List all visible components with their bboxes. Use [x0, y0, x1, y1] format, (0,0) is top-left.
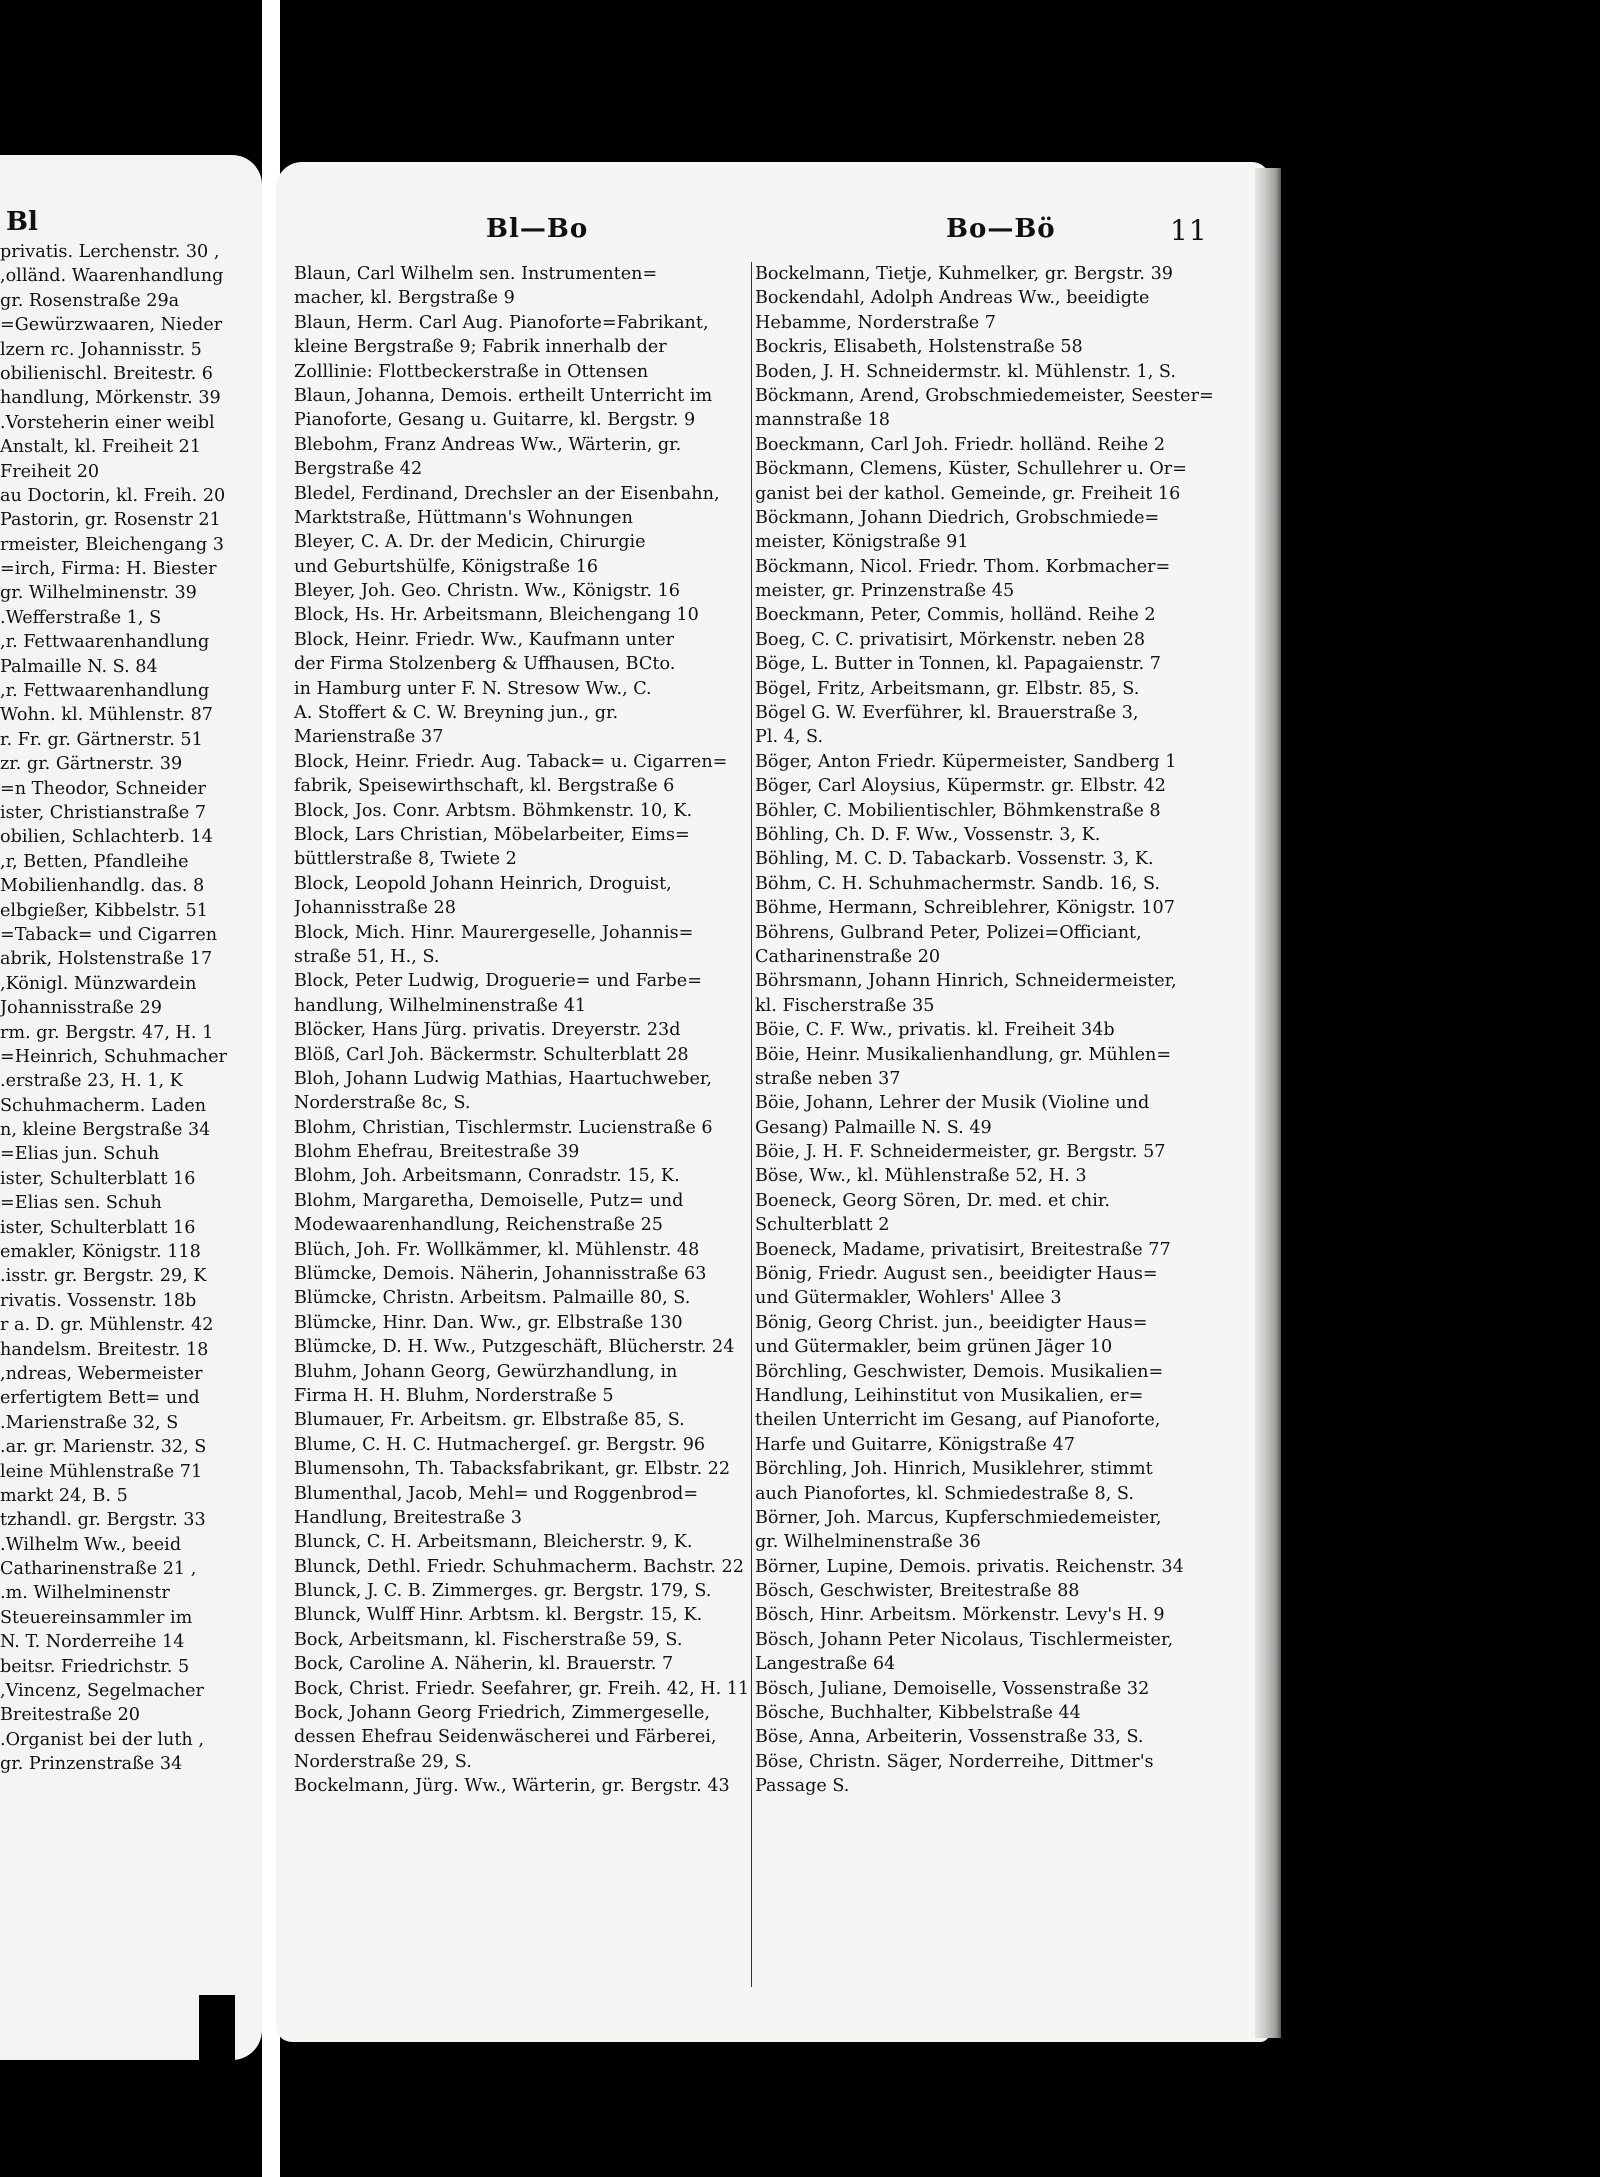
left-entry-line: isstr. gr. Bergstr. 29, K.: [0, 1266, 207, 1287]
left-entry-line: irch, Firma: H. Biester=: [0, 559, 217, 580]
left-entry-line: Schuhmacherm. Laden: [0, 1095, 207, 1116]
directory-entry-line: Block, Jos. Conr. Arbtsm. Böhmkenstr. 10, K.: [294, 800, 693, 821]
left-entry-line: Palmaille N. S. 84: [0, 656, 158, 677]
directory-entry-line: Bloh, Johann Ludwig Mathias, Haartuchweber,: [294, 1068, 712, 1089]
left-entry-line: beitsr. Friedrichstr. 5: [0, 1656, 190, 1677]
directory-column-1: [294, 262, 802, 1799]
left-entry-line: Vincenz, Segelmacher,: [0, 1681, 204, 1702]
directory-entry-line: der Firma Stolzenberg & Uffhausen, BCto.: [294, 654, 676, 675]
directory-entry-line: Böhling, Ch. D. F. Ww., Vossenstr. 3, K.: [755, 824, 1101, 845]
column-divider: [751, 262, 752, 1987]
directory-entry-line: Bock, Arbeitsmann, kl. Fischerstraße 59, S.: [294, 1629, 683, 1650]
directory-entry-line: gr. Wilhelminenstraße 36: [755, 1532, 981, 1553]
directory-entry-line: Bösch, Johann Peter Nicolaus, Tischlermeister,: [755, 1629, 1174, 1650]
left-entry-line: leine Mühlenstraße 71: [0, 1461, 203, 1482]
directory-entry-line: Böse, Ww., kl. Mühlenstraße 52, H. 3: [755, 1166, 1087, 1187]
directory-entry-line: Böhrens, Gulbrand Peter, Polizei=Officiant,: [755, 922, 1142, 943]
left-entry-line: tzhandl. gr. Bergstr. 33: [0, 1510, 206, 1531]
directory-entry-line: Schulterblatt 2: [755, 1215, 890, 1236]
directory-entry-line: Norderstraße 8c, S.: [294, 1093, 471, 1114]
left-entry-line: ar. gr. Marienstr. 32, S.: [0, 1437, 207, 1458]
left-entry-line: handelsm. Breitestr. 18: [0, 1339, 209, 1360]
left-entry-line: Marienstraße 32, S.: [0, 1412, 179, 1433]
directory-entry-line: straße neben 37: [755, 1068, 901, 1089]
directory-entry-line: Bock, Johann Georg Friedrich, Zimmergeselle,: [294, 1703, 711, 1724]
directory-entry-line: Marienstraße 37: [294, 727, 444, 748]
directory-entry-line: meister, gr. Prinzenstraße 45: [755, 581, 1015, 602]
directory-entry-line: Bögel, Fritz, Arbeitsmann, gr. Elbstr. 85, S.: [755, 678, 1140, 699]
directory-entry-line: Böhling, M. C. D. Tabackarb. Vossenstr. 3, K.: [755, 849, 1154, 870]
directory-entry-line: Modewaarenhandlung, Reichenstraße 25: [294, 1215, 663, 1236]
left-entry-line: obilienischl. Breitestr. 6: [0, 363, 213, 384]
left-entry-line: r. Fettwaarenhandlung,: [0, 681, 210, 702]
directory-entry-line: und Gütermakler, beim grünen Jäger 10: [755, 1337, 1113, 1358]
directory-entry-line: Boeneck, Madame, privatisirt, Breitestraße 77: [755, 1239, 1171, 1260]
directory-entry-line: Handlung, Leihinstitut von Musikalien, er=: [755, 1385, 1144, 1406]
page-edge: [1255, 168, 1281, 2038]
left-entry-line: Mobilienhandlg. das. 8: [0, 876, 205, 897]
left-entry-line: Königl. Münzwardein,: [0, 973, 197, 994]
right-page: [276, 162, 1270, 2042]
left-entry-line: , Organist bei der luth.: [0, 1729, 204, 1750]
directory-entry-line: kleine Bergstraße 9; Fabrik innerhalb der: [294, 337, 667, 358]
directory-entry-line: Blüch, Joh. Fr. Wollkämmer, kl. Mühlenstr. 48: [294, 1239, 700, 1260]
directory-entry-line: Blümcke, Hinr. Dan. Ww., gr. Elbstraße 130: [294, 1312, 683, 1333]
directory-entry-line: Böckmann, Clemens, Küster, Schullehrer u. Or=: [755, 459, 1187, 480]
left-entry-line: Elias sen. Schuh=: [0, 1193, 162, 1214]
directory-entry-line: Bleyer, Joh. Geo. Christn. Ww., Königstr. 16: [294, 581, 680, 602]
directory-entry-line: Boden, J. H. Schneidermstr. kl. Mühlenstr. 1, S.: [755, 361, 1176, 382]
page-header: [276, 214, 1270, 254]
left-entry-line: N. T. Norderreihe 14: [0, 1632, 185, 1653]
directory-entry-line: Blümcke, D. H. Ww., Putzgeschäft, Blücherstr. 24: [294, 1337, 735, 1358]
left-page-header: Bl: [6, 210, 38, 237]
directory-entry-line: Böie, J. H. F. Schneidermeister, gr. Bergstr. 57: [755, 1142, 1166, 1163]
directory-entry-line: Blaun, Carl Wilhelm sen. Instrumenten=: [294, 264, 658, 284]
directory-entry-line: fabrik, Speisewirthschaft, kl. Bergstraße 6: [294, 776, 675, 797]
directory-entry-line: Bockris, Elisabeth, Holstenstraße 58: [755, 337, 1083, 358]
directory-entry-line: Passage S.: [755, 1776, 850, 1797]
left-page-lines: [0, 240, 258, 1777]
directory-entry-line: Bönig, Friedr. August sen., beeidigter Haus=: [755, 1264, 1158, 1285]
directory-entry-line: Blebohm, Franz Andreas Ww., Wärterin, gr.: [294, 434, 682, 455]
directory-entry-line: mannstraße 18: [755, 410, 890, 431]
directory-entry-line: Blumenthal, Jacob, Mehl= und Roggenbrod=: [294, 1483, 699, 1504]
left-entry-line: r. Fr. gr. Gärtnerstr. 51: [0, 729, 203, 750]
directory-entry-line: Block, Leopold Johann Heinrich, Droguist,: [294, 873, 672, 894]
directory-entry-line: kl. Fischerstraße 35: [755, 995, 935, 1016]
left-entry-line: gr. Prinzenstraße 34: [0, 1754, 183, 1775]
left-entry-line: , Catharinenstraße 21: [0, 1559, 197, 1580]
left-entry-line: elbgießer, Kibbelstr. 51: [0, 900, 208, 921]
directory-entry-line: Böckmann, Nicol. Friedr. Thom. Korbmacher=: [755, 556, 1171, 577]
left-entry-line: rm. gr. Bergstr. 47, H. 1: [0, 1022, 214, 1043]
directory-entry-line: Blunck, Dethl. Friedr. Schuhmacherm. Bachstr. 22: [294, 1556, 744, 1577]
left-entry-line: Heinrich, Schuhmacher=: [0, 1046, 227, 1067]
directory-entry-line: und Gütermakler, Wohlers' Allee 3: [755, 1288, 1062, 1309]
left-entry-line: Vorsteherin einer weibl.: [0, 412, 215, 433]
left-entry-line: ndreas, Webermeister,: [0, 1363, 203, 1384]
directory-entry-line: Bergstraße 42: [294, 459, 423, 480]
directory-entry-line: Börchling, Geschwister, Demois. Musikalien=: [755, 1361, 1164, 1382]
left-entry-line: rivatis. Vossenstr. 18b: [0, 1290, 197, 1311]
directory-entry-line: Bockelmann, Jürg. Ww., Wärterin, gr. Bergstr. 43: [294, 1776, 730, 1797]
left-entry-line: emakler, Königstr. 118: [0, 1242, 201, 1263]
directory-entry-line: Pl. 4, S.: [755, 727, 824, 748]
left-entry-line: Wilhelm Ww., beeid.: [0, 1534, 182, 1555]
directory-entry-line: Böger, Carl Aloysius, Küpermstr. gr. Elbstr. 42: [755, 776, 1166, 797]
directory-entry-line: Börner, Lupine, Demois. privatis. Reichenstr. 34: [755, 1556, 1184, 1577]
directory-entry-line: Blohm Ehefrau, Breitestraße 39: [294, 1142, 580, 1163]
directory-entry-line: Blöcker, Hans Jürg. privatis. Dreyerstr. 23d: [294, 1020, 681, 1041]
directory-entry-line: Bleyer, C. A. Dr. der Medicin, Chirurgie: [294, 532, 646, 553]
left-entry-line: Anstalt, kl. Freiheit 21: [0, 437, 202, 458]
directory-entry-line: Hebamme, Norderstraße 7: [755, 312, 996, 333]
directory-entry-line: Block, Peter Ludwig, Droguerie= und Farbe=: [294, 971, 702, 992]
left-entry-line: Freiheit 20: [0, 461, 100, 482]
directory-entry-line: Blumensohn, Th. Tabacksfabrikant, gr. Elbstr. 22: [294, 1459, 731, 1480]
directory-entry-line: Bösch, Geschwister, Breitestraße 88: [755, 1581, 1080, 1602]
directory-entry-line: Böhm, C. H. Schuhmachermstr. Sandb. 16, S.: [755, 873, 1160, 894]
directory-entry-line: Handlung, Breitestraße 3: [294, 1507, 522, 1528]
directory-entry-line: Blunck, C. H. Arbeitsmann, Bleicherstr. 9, K.: [294, 1532, 693, 1553]
directory-entry-line: meister, Königstraße 91: [755, 532, 969, 553]
directory-entry-line: Blaun, Johanna, Demois. ertheilt Unterricht im: [294, 385, 713, 406]
directory-entry-line: Langestraße 64: [755, 1654, 896, 1675]
left-entry-line: olländ. Waarenhandlung,: [0, 266, 224, 287]
directory-entry-line: Boeckmann, Carl Joh. Friedr. holländ. Reihe 2: [755, 434, 1166, 455]
left-entry-line: gr. Rosenstraße 29a: [0, 290, 180, 311]
directory-entry-line: ganist bei der kathol. Gemeinde, gr. Freiheit 16: [755, 483, 1181, 504]
directory-entry-line: Böse, Christn. Säger, Norderreihe, Dittmer's: [755, 1751, 1154, 1772]
directory-entry-line: Böie, C. F. Ww., privatis. kl. Freiheit 34b: [755, 1020, 1115, 1041]
directory-entry-line: Johannisstraße 28: [294, 898, 456, 919]
directory-entry-line: Böhrsmann, Johann Hinrich, Schneidermeister,: [755, 971, 1177, 992]
directory-entry-line: Marktstraße, Hüttmann's Wohnungen: [294, 507, 633, 528]
left-entry-line: rmeister, Bleichengang 3: [0, 534, 224, 555]
directory-entry-line: Blaun, Herm. Carl Aug. Pianoforte=Fabrikant,: [294, 312, 709, 333]
left-page: [0, 155, 262, 2060]
directory-entry-line: A. Stoffert & C. W. Breyning jun., gr.: [294, 703, 619, 724]
directory-entry-line: Börner, Joh. Marcus, Kupferschmiedemeister,: [755, 1507, 1162, 1528]
left-entry-line: r a. D. gr. Mühlenstr. 42: [0, 1315, 214, 1336]
directory-entry-line: Börchling, Joh. Hinrich, Musiklehrer, stimmt: [755, 1459, 1153, 1480]
directory-entry-line: Bösch, Hinr. Arbeitsm. Mörkenstr. Levy's H. 9: [755, 1605, 1165, 1626]
directory-entry-line: Böhler, C. Mobilientischler, Böhmkenstraße 8: [755, 800, 1161, 821]
directory-entry-line: Blümcke, Christn. Arbeitsm. Palmaille 80, S.: [294, 1288, 691, 1309]
left-entry-line: Gewürzwaaren, Nieder=: [0, 315, 223, 336]
directory-entry-line: Blunck, J. C. B. Zimmerges. gr. Bergstr. 179, S.: [294, 1581, 712, 1602]
directory-entry-line: handlung, Wilhelminenstraße 41: [294, 995, 587, 1016]
page-number: 11: [1170, 214, 1208, 247]
directory-entry-line: Böie, Heinr. Musikalienhandlung, gr. Mühlen=: [755, 1044, 1172, 1065]
left-entry-line: , privatis. Lerchenstr. 30: [0, 242, 220, 262]
left-entry-line: zr. gr. Gärtnerstr. 39: [0, 754, 183, 775]
directory-entry-line: Blume, C. H. C. Hutmachergeſ. gr. Bergstr. 96: [294, 1434, 706, 1455]
directory-entry-line: Boeckmann, Peter, Commis, holländ. Reihe 2: [755, 605, 1156, 626]
left-entry-line: ister, Schulterblatt 16: [0, 1168, 196, 1189]
left-entry-line: Steuereinsammler im: [0, 1607, 193, 1628]
directory-entry-line: Bönig, Georg Christ. jun., beeidigter Haus=: [755, 1312, 1148, 1333]
header-range-left: Bl—Bo: [486, 214, 589, 244]
directory-entry-line: Bösche, Buchhalter, Kibbelstraße 44: [755, 1703, 1081, 1724]
directory-entry-line: Bockendahl, Adolph Andreas Ww., beeidigte: [755, 288, 1150, 309]
left-entry-line: au Doctorin, kl. Freih. 20: [0, 485, 226, 506]
directory-entry-line: Blumauer, Fr. Arbeitsm. gr. Elbstraße 85, S.: [294, 1410, 685, 1431]
left-entry-line: Johannisstraße 29: [0, 998, 162, 1019]
directory-entry-line: Harfe und Guitarre, Königstraße 47: [755, 1434, 1075, 1455]
left-entry-line: n, kleine Bergstraße 34: [0, 1120, 211, 1141]
left-entry-line: r. Fettwaarenhandlung,: [0, 632, 210, 653]
left-entry-line: lzern rc. Johannisstr. 5: [0, 339, 202, 360]
directory-entry-line: in Hamburg unter F. N. Stresow Ww., C.: [294, 678, 652, 699]
directory-entry-line: Zolllinie: Flottbeckerstraße in Ottensen: [294, 361, 649, 382]
directory-entry-line: Catharinenstraße 20: [755, 946, 941, 967]
directory-entry-line: straße 51, H., S.: [294, 946, 440, 967]
directory-entry-line: Block, Heinr. Friedr. Ww., Kaufmann unter: [294, 629, 675, 650]
directory-entry-line: Bock, Christ. Friedr. Seefahrer, gr. Freih. 42, H. 11: [294, 1678, 750, 1699]
left-entry-line: Taback= und Cigarren=: [0, 924, 218, 945]
directory-entry-line: Bluhm, Johann Georg, Gewürzhandlung, in: [294, 1361, 678, 1382]
directory-entry-line: Bösch, Juliane, Demoiselle, Vossenstraße 32: [755, 1678, 1150, 1699]
directory-entry-line: Blohm, Margaretha, Demoiselle, Putz= und: [294, 1190, 684, 1211]
directory-entry-line: Böhme, Hermann, Schreiblehrer, Königstr. 107: [755, 898, 1175, 919]
directory-entry-line: Pianoforte, Gesang u. Guitarre, kl. Bergstr. 9: [294, 410, 696, 431]
directory-entry-line: Bledel, Ferdinand, Drechsler an der Eisenbahn,: [294, 483, 720, 504]
directory-entry-line: Blunck, Wulff Hinr. Arbtsm. kl. Bergstr. 15, K.: [294, 1605, 703, 1626]
directory-entry-line: Block, Mich. Hinr. Maurergeselle, Johannis=: [294, 922, 694, 943]
directory-entry-line: macher, kl. Bergstraße 9: [294, 288, 515, 309]
directory-entry-line: Böse, Anna, Arbeiterin, Vossenstraße 33, S.: [755, 1727, 1144, 1748]
directory-entry-line: theilen Unterricht im Gesang, auf Pianoforte,: [755, 1410, 1161, 1431]
left-entry-line: ister, Christianstraße 7: [0, 802, 207, 823]
left-entry-line: Elias jun. Schuh=: [0, 1144, 160, 1165]
directory-column-2: [755, 262, 1270, 1799]
binding-shadow: [177, 0, 257, 175]
left-entry-line: gr. Wilhelminenstr. 39: [0, 583, 197, 604]
directory-entry-line: Block, Heinr. Friedr. Aug. Taback= u. Cigarren=: [294, 751, 728, 772]
left-entry-line: Wohn. kl. Mühlenstr. 87: [0, 705, 213, 726]
directory-entry-line: dessen Ehefrau Seidenwäscherei und Färberei,: [294, 1727, 717, 1748]
directory-entry-line: Boeg, C. C. privatisirt, Mörkenstr. neben 28: [755, 629, 1146, 650]
left-entry-line: m. Wilhelminenstr.: [0, 1583, 170, 1604]
left-entry-line: abrik, Holstenstraße 17: [0, 949, 213, 970]
left-page-column: [0, 210, 258, 1777]
left-entry-line: n Theodor, Schneider=: [0, 778, 206, 799]
binding-bar: [199, 1995, 235, 2177]
left-entry-line: ister, Schulterblatt 16: [0, 1217, 196, 1238]
directory-entry-line: Gesang) Palmaille N. S. 49: [755, 1117, 992, 1138]
left-entry-line: markt 24, B. 5: [0, 1485, 128, 1506]
directory-entry-line: Blohm, Joh. Arbeitsmann, Conradstr. 15, K.: [294, 1166, 680, 1187]
directory-entry-line: Böger, Anton Friedr. Küpermeister, Sandberg 1: [755, 751, 1177, 772]
directory-entry-line: auch Pianofortes, kl. Schmiedestraße 8, S.: [755, 1483, 1134, 1504]
directory-entry-line: Böge, L. Butter in Tonnen, kl. Papagaienstr. 7: [755, 654, 1162, 675]
left-entry-line: erstraße 23, H. 1, K.: [0, 1071, 183, 1092]
left-entry-line: erfertigtem Bett= und: [0, 1388, 200, 1409]
left-entry-line: handlung, Mörkenstr. 39: [0, 388, 221, 409]
directory-entry-line: Böckmann, Johann Diedrich, Grobschmiede=: [755, 507, 1160, 528]
directory-entry-line: Blöß, Carl Joh. Bäckermstr. Schulterblatt 28: [294, 1044, 689, 1065]
directory-entry-line: Bockelmann, Tietje, Kuhmelker, gr. Bergstr. 39: [755, 264, 1173, 284]
directory-entry-line: Böie, Johann, Lehrer der Musik (Violine und: [755, 1093, 1150, 1114]
directory-entry-line: Bögel G. W. Everführer, kl. Brauerstraße 3,: [755, 703, 1139, 724]
left-entry-line: Breitestraße 20: [0, 1705, 141, 1726]
left-entry-line: Wefferstraße 1, S.: [0, 607, 162, 628]
directory-entry-line: Boeneck, Georg Sören, Dr. med. et chir.: [755, 1190, 1110, 1211]
directory-entry-line: Block, Hs. Hr. Arbeitsmann, Bleichengang 10: [294, 605, 699, 626]
directory-entry-line: Blohm, Christian, Tischlermstr. Lucienstraße 6: [294, 1117, 713, 1138]
left-entry-line: obilien, Schlachterb. 14: [0, 827, 213, 848]
directory-entry-line: Bock, Caroline A. Näherin, kl. Brauerstr. 7: [294, 1654, 674, 1675]
directory-entry-line: Norderstraße 29, S.: [294, 1751, 472, 1772]
directory-entry-line: Böckmann, Arend, Grobschmiedemeister, Seester=: [755, 385, 1214, 406]
left-entry-line: r, Betten, Pfandleihe,: [0, 851, 189, 872]
directory-entry-line: Blümcke, Demois. Näherin, Johannisstraße 63: [294, 1264, 707, 1285]
directory-entry-line: büttlerstraße 8, Twiete 2: [294, 849, 517, 870]
left-entry-line: Pastorin, gr. Rosenstr 21: [0, 510, 221, 531]
directory-entry-line: Firma H. H. Bluhm, Norderstraße 5: [294, 1385, 614, 1406]
directory-entry-line: Block, Lars Christian, Möbelarbeiter, Eims=: [294, 824, 690, 845]
directory-entry-line: und Geburtshülfe, Königstraße 16: [294, 556, 599, 577]
header-range-right: Bo—Bö: [946, 214, 1056, 244]
